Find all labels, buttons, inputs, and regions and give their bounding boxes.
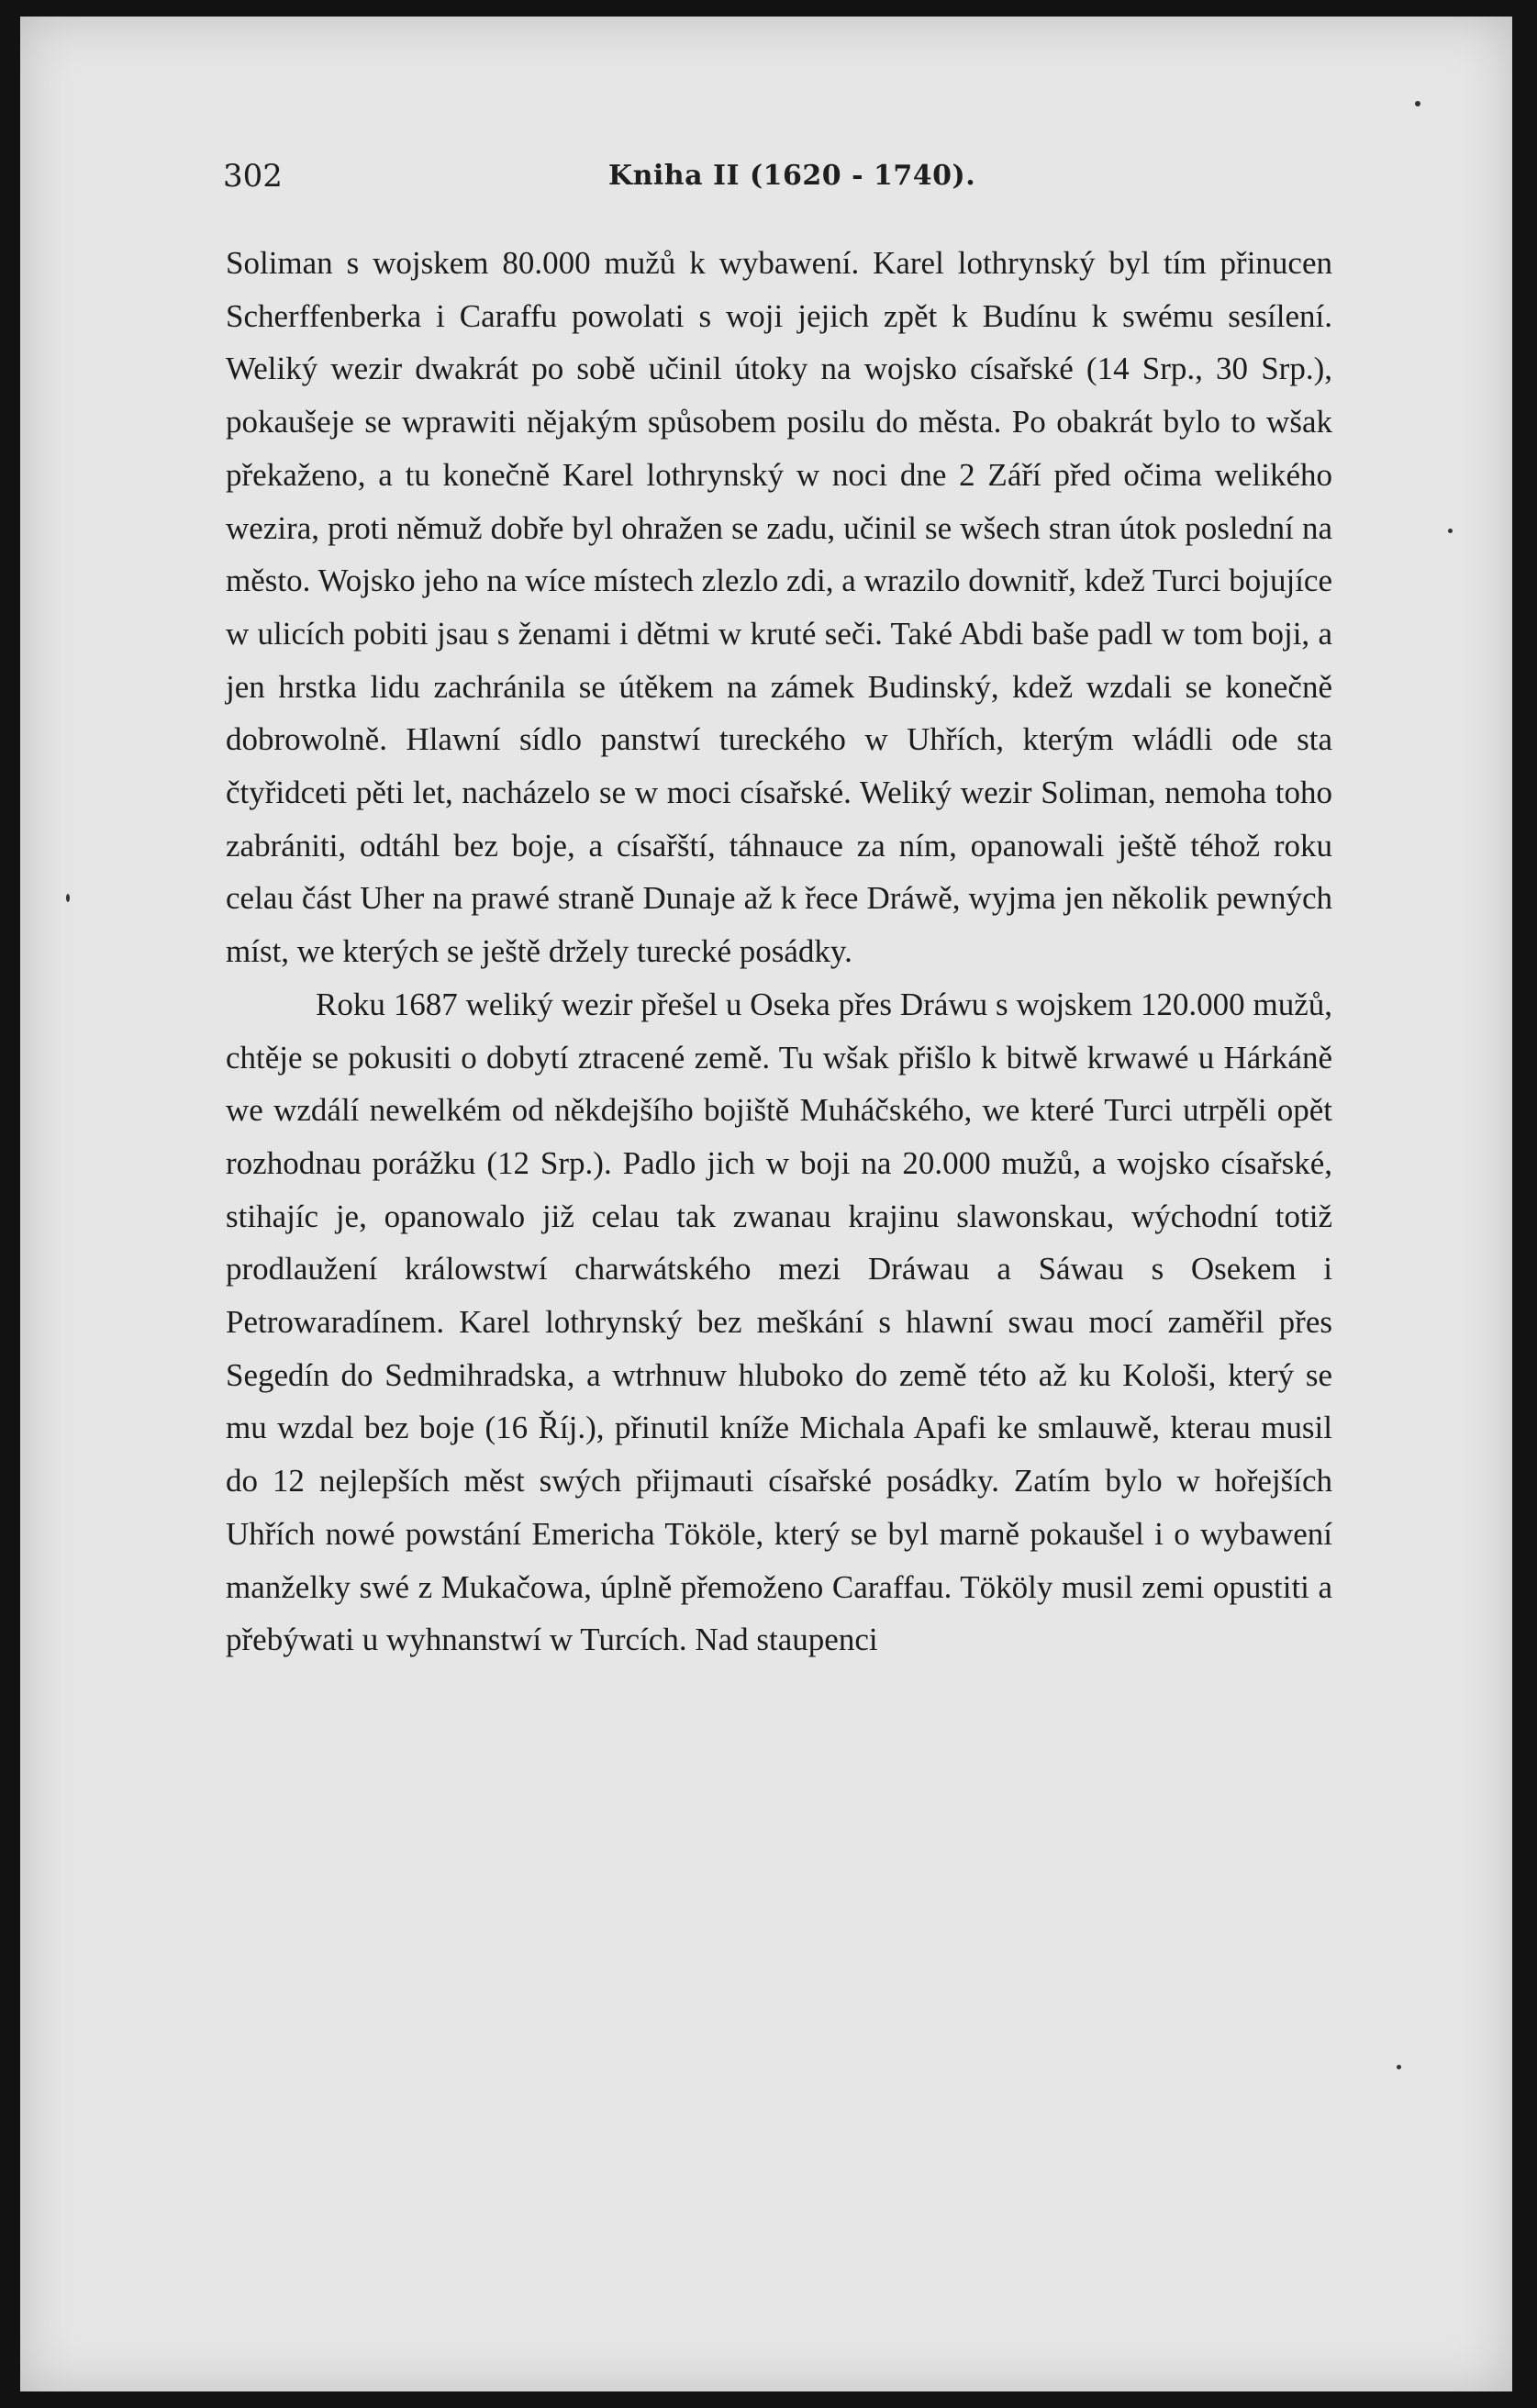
speck [1397,2065,1401,2069]
body-text [226,237,1332,1667]
speck [1415,101,1420,106]
paragraph: Roku 1687 weliký wezir přešel u Oseka přes Dráwu s wojskem 120.000 mužů, chtěje se pokusiti o dobytí ztracené země. Tu wšak přišlo k bitwě krwawé u Hárkáně we wzdálí newelkém od někdejšího bojiště Muháčského, we které Turci utrpěli opět rozhodnau porážku (12 Srp.). Padlo jich w boji na 20.000 mužů, a wojsko císařské, stihajíc je, opanowalo již celau tak zwanau krajinu slawonskau, wýchodní totiž prodlaužení králowstwí charwátského mezi Dráwau a Sáwau s Osekem i Petrowaradínem. Karel lothrynský bez meškání s hlawní swau mocí zaměřil přes Segedín do Sedmihradska, a wtrhnuw hluboko do země této až ku Kološi, který se mu wzdal bez boje (16 Říj.), přinutil kníže Michala Apafi ke smlauwě, kterau musil do 12 nejlepších měst swých přijmauti císařské posádky. Zatím bylo w hořejších Uhřích nowé powstání Emericha Tököle, který se byl marně pokaušel i o wybawení manželky swé z Mukačowa, úplně přemoženo Caraffau. Tököly musil zemi opustiti a přebýwati u wyhnanstwí w Turcích. Nad staupenci [226,986,1332,1658]
speck [1448,529,1453,533]
speck [66,894,70,902]
running-head: Kniha II (1620 - 1740). [608,160,976,192]
page-header [223,149,1344,204]
paragraph: Soliman s wojskem 80.000 mužů k wybawení. Karel lothrynský byl tím přinucen Scherffenberka i Caraffu powolati s woji jejich zpět k Budínu k swému sesílení. Weliký wezir dwakrát po sobě učinil útoky na wojsko císařské (14 Srp., 30 Srp.), pokaušeje se wprawiti nějakým spůsobem posilu do města. Po obakrát bylo to wšak překaženo, a tu konečně Karel lothrynský w noci dne 2 Září před očima welikého wezira, proti němuž dobře byl ohražen se zadu, učinil se wšech stran útok poslední na město. Wojsko jeho na wíce místech zlezlo zdi, a wrazilo downitř, kdež Turci bojujíce w ulicích pobiti jsau s ženami i dětmi w kruté seči. Také Abdi baše padl w tom boji, a jen hrstka lidu zachránila se útěkem na zámek Budinský, kdež wzdali se konečně dobrowolně. Hlawní sídlo panstwí tureckého w Uhřích, kterým wládli ode sta čtyřidceti pěti let, nacházelo se w moci císařské. Weliký wezir Soliman, nemoha toho zabrániti, odtáhl bez boje, a císařští, táhnauce za ním, opanowali ještě téhož roku celau část Uher na prawé straně Dunaje až k řece Dráwě, wyjma jen několik pewných míst, we kterých se ještě držely turecké posádky. [226,245,1332,970]
page-number: 302 [223,158,283,195]
